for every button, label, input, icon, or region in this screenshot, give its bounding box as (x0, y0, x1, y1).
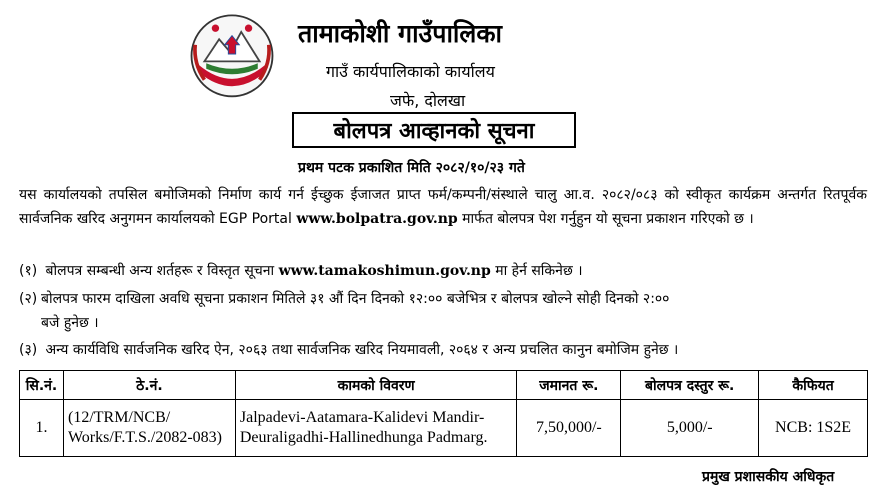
header-sn: सि.नं. (20, 371, 64, 400)
cell-bid-security: 7,50,000/- (517, 400, 621, 457)
cell-sn: 1. (20, 400, 64, 457)
condition-item-3 (19, 338, 867, 362)
bolpatra-link[interactable]: www.bolpatra.gov.np (296, 211, 458, 227)
intro-text-part2: मार्फत बोलपत्र पेश गर्नुहुन यो सूचना प्रकाशन गरिएको छ । (457, 211, 754, 227)
cell-work-description (235, 400, 517, 457)
condition-item-1 (19, 259, 867, 283)
signatory-title: प्रमुख प्रशासकीय अधिकृत (702, 469, 835, 485)
government-emblem-icon (186, 8, 278, 100)
table-header-row (20, 371, 868, 400)
publish-date: प्रथम पटक प्रकाशित मिति २०८२/१०/२३ गते (298, 160, 525, 176)
office-name: गाउँ कार्यपालिकाको कार्यालय (326, 62, 495, 81)
org-name: तामाकोशी गाउँपालिका (298, 19, 503, 48)
item-number: (१) (19, 263, 38, 279)
contract-no-line1: (12/TRM/NCB/ (67, 409, 171, 426)
item-text-line1: बोलपत्र फारम दाखिला अवधि सूचना प्रकाशन मितिले ३१ औं दिन दिनको १२:०० बजेभित्र र बोलपत्र खोल्ने सोही दिनको २:०० (41, 291, 670, 307)
cell-bid-fee: 5,000/- (621, 400, 759, 457)
item-text-line2: बजे हुनेछ । (41, 315, 99, 331)
header-bid-fee: बोलपत्र दस्तुर रू. (621, 371, 759, 400)
description-line2: Deuraligadhi-Hallinedhunga Padmarg. (239, 429, 488, 446)
cell-contract-no (63, 400, 235, 457)
intro-paragraph (19, 183, 867, 231)
header-remarks: कैफियत (759, 371, 868, 400)
item-number: (३) (19, 342, 38, 358)
notice-title: बोलपत्र आव्हानको सूचना (333, 119, 535, 144)
office-address: जफे, दोलखा (390, 91, 466, 110)
notice-title-box (292, 112, 576, 148)
item-text-before: बोलपत्र सम्बन्धी अन्य शर्तहरू र विस्तृत सूचना (45, 263, 279, 279)
header-bid-security: जमानत रू. (517, 371, 621, 400)
description-line1: Jalpadevi-Aatamara-Kalidevi Mandir- (239, 409, 485, 426)
contract-no-line2: Works/F.T.S./2082-083) (67, 429, 223, 446)
header-contract-no: ठे.नं. (63, 371, 235, 400)
intro-text-part1: यस कार्यालयको तपसिल बमोजिमको निर्माण कार्य गर्न ईच्छुक ईजाजत प्राप्त फर्म/कम्पनी/संस्थाले चालु आ.व. २०८२/०८३ को स्वीकृत कार्यक्रम अन्तर्गत रितपूर्वक सार्वजनिक खरिद अनुगमन कार्यालयको EGP Portal (19, 187, 867, 227)
item-text-after: मा हेर्न सकिनेछ । (490, 263, 583, 279)
municipality-website-link[interactable]: www.tamakoshimun.gov.np (278, 263, 491, 279)
tender-table (19, 370, 868, 457)
item-text: अन्य कार्यविधि सार्वजनिक खरिद ऐन, २०६३ तथा सार्वजनिक खरिद नियमावली, २०६४ र अन्य प्रचलित कानुन बमोजिम हुनेछ । (45, 342, 679, 358)
cell-remarks: NCB: 1S2E (759, 400, 868, 457)
table-row (20, 400, 868, 457)
header-work-description: कामको विवरण (235, 371, 517, 400)
condition-item-2 (19, 287, 867, 335)
item-number: (२) (19, 291, 38, 307)
